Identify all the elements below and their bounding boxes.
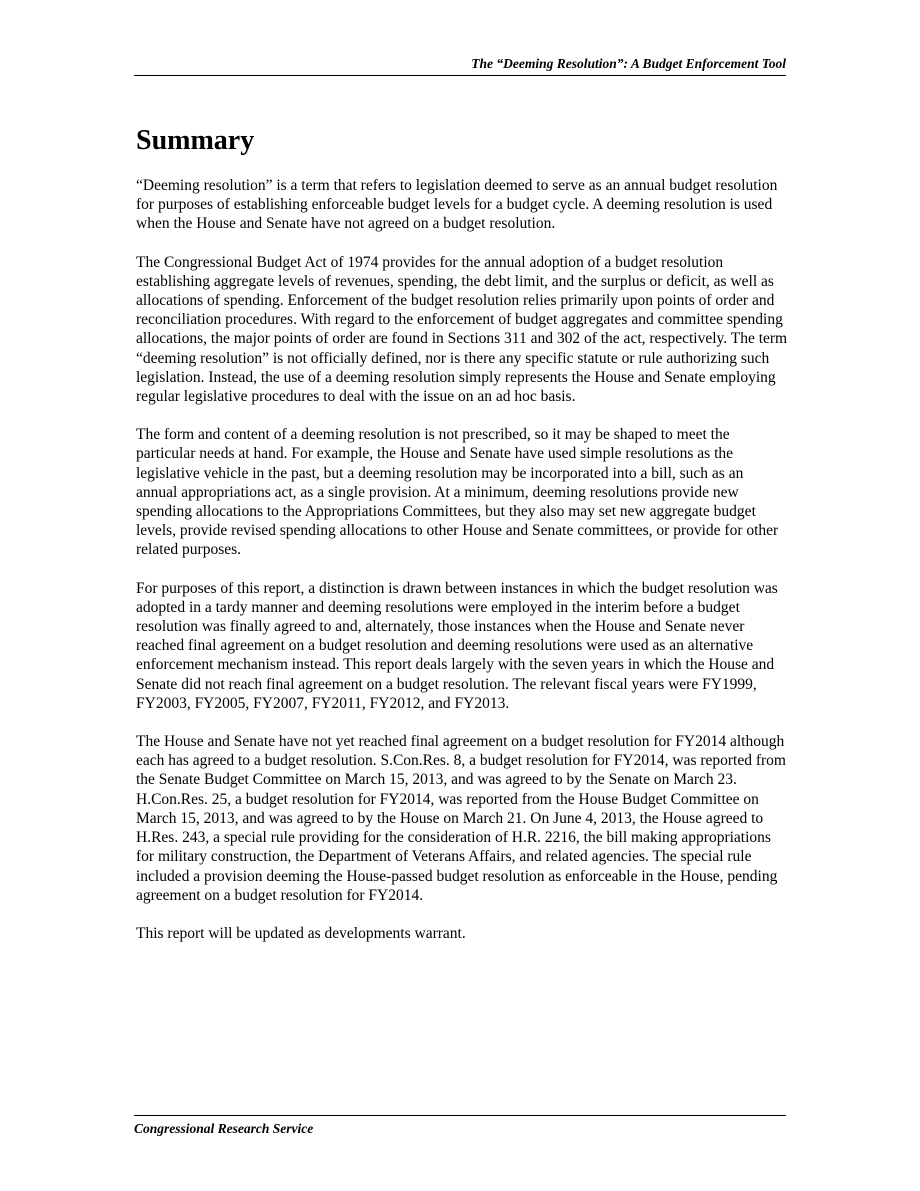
paragraph-report-scope: For purposes of this report, a distinction is drawn between instances in which the budget resolution was adopted in a tardy manner and deeming resolutions were employed in the interim before a budget resolution was finally agreed to and, alternately, those instances when the House and Senate never reached final agreement on a budget resolution and deeming resolutions were used as an alternative enforcement mechanism instead. This report deals largely with the seven years in which the House and Senate did not reach final agreement on a budget resolution. The relevant fiscal years were FY1999, FY2003, FY2005, FY2007, FY2011, FY2012, and FY2013.: [136, 579, 778, 712]
summary-body: [136, 176, 788, 962]
paragraph-budget-act: The Congressional Budget Act of 1974 provides for the annual adoption of a budget resolution establishing aggregate levels of revenues, spending, the debt limit, and the surplus or deficit, as well as allocations of spending. Enforcement of the budget resolution relies primarily upon points of order and reconciliation procedures. With regard to the enforcement of budget aggregates and committee spending allocations, the major points of order are found in Sections 311 and 302 of the act, respectively. The term “deeming resolution” is not officially defined, nor is there any specific statute or rule authorizing such legislation. Instead, the use of a deeming resolution simply represents the House and Senate employing regular legislative procedures to deal with the issue on an ad hoc basis.: [136, 253, 788, 406]
paragraph-update-note: This report will be updated as developments warrant.: [136, 924, 466, 942]
running-footer: Congressional Research Service: [134, 1115, 786, 1138]
page-title: Summary: [136, 125, 255, 156]
running-header: The “Deeming Resolution”: A Budget Enforcement Tool: [134, 55, 786, 76]
paragraph-form-and-content: The form and content of a deeming resolution is not prescribed, so it may be shaped to meet the particular needs at hand. For example, the House and Senate have used simple resolutions as the legislative vehicle in the past, but a deeming resolution may be incorporated into a bill, such as an annual appropriations act, as a single provision. At a minimum, deeming resolutions provide new spending allocations to the Appropriations Committees, but they also may set new aggregate budget levels, provide revised spending allocations to other House and Senate committees, or provide for other related purposes.: [136, 426, 779, 559]
paragraph-deeming-definition: “Deeming resolution” is a term that refers to legislation deemed to serve as an annual budget resolution for purposes of establishing enforceable budget levels for a budget cycle. A deeming resolution is used when the House and Senate have not agreed on a budget resolution.: [136, 177, 778, 233]
paragraph-fy2014-status: The House and Senate have not yet reached final agreement on a budget resolution for FY2014 although each has agreed to a budget resolution. S.Con.Res. 8, a budget resolution for FY2014, was reported from the Senate Budget Committee on March 15, 2013, and was agreed to by the Senate on March 23. H.Con.Res. 25, a budget resolution for FY2014, was reported from the House Budget Committee on March 15, 2013, and was agreed to by the House on March 21. On June 4, 2013, the House agreed to H.Res. 243, a special rule providing for the consideration of H.R. 2216, the bill making appropriations for military construction, the Department of Veterans Affairs, and related agencies. The special rule included a provision deeming the House-passed budget resolution as enforceable in the House, pending agreement on a budget resolution for FY2014.: [136, 733, 786, 904]
